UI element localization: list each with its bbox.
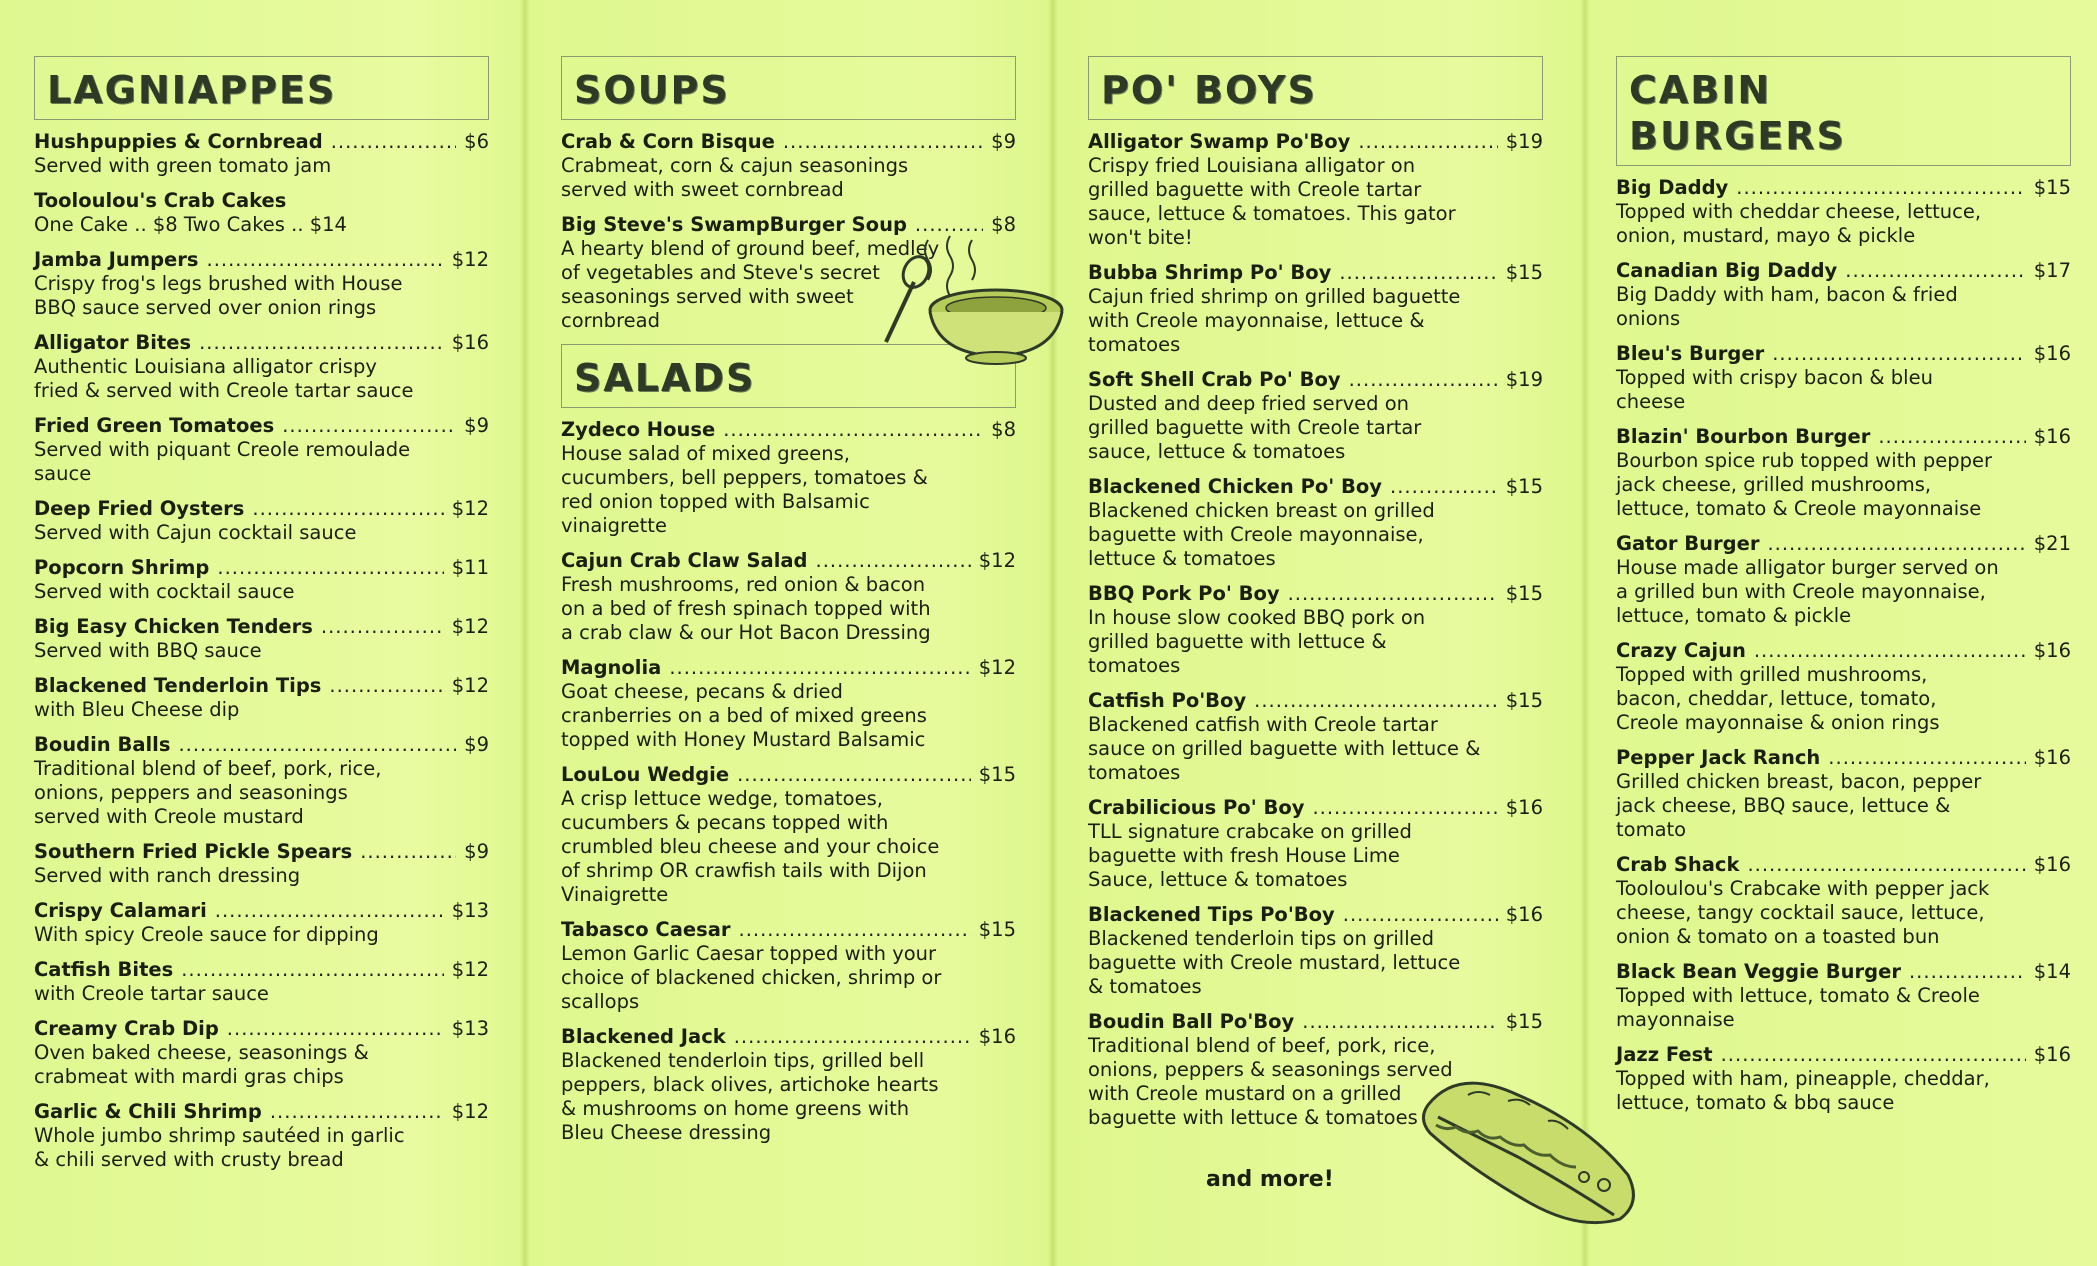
- menu-item-description: Blackened tenderloin tips, grilled bell peppers, black olives, artichoke hearts & mushrooms on home greens with Bleu Cheese dressing: [561, 1049, 939, 1144]
- menu-item-header: [1616, 176, 2071, 200]
- dot-leader: [1721, 1043, 2026, 1067]
- menu-item-description: Blackened chicken breast on grilled baguette with Creole mayonnaise, lettuce & tomatoes: [1088, 499, 1435, 570]
- menu-item-name: Magnolia: [561, 656, 662, 679]
- menu-item-price: $19: [1505, 130, 1543, 153]
- menu-item-price: $13: [451, 1017, 489, 1040]
- menu-item-description: Topped with cheddar cheese, lettuce, onion, mustard, mayo & pickle: [1616, 200, 1982, 247]
- menu-item-price: $15: [978, 763, 1016, 786]
- menu-item-name: Bleu's Burger: [1616, 342, 1765, 365]
- menu-item-header: [1088, 475, 1543, 499]
- menu-item-header: [34, 414, 489, 438]
- menu-item-price: $8: [991, 418, 1016, 441]
- dot-leader: [1339, 261, 1497, 285]
- menu-item-bubba-shrimp-po-boy: [1088, 261, 1543, 357]
- menu-item-big-easy-chicken-tenders: [34, 615, 489, 663]
- menu-item-description: Dusted and deep fried served on grilled baguette with Creole tartar sauce, lettuce & tomatoes: [1088, 392, 1422, 463]
- dot-leader: [1772, 342, 2026, 366]
- menu-item-description: Grilled chicken breast, bacon, pepper jack cheese, BBQ sauce, lettuce & tomato: [1616, 770, 1982, 841]
- dot-leader: [207, 248, 444, 272]
- menu-item-description: Authentic Louisiana alligator crispy fried & served with Creole tartar sauce: [34, 355, 414, 402]
- menu-item-description: Served with BBQ sauce: [34, 639, 262, 662]
- menu-item-name: Blackened Jack: [561, 1025, 726, 1048]
- dot-leader: [1390, 475, 1498, 499]
- dot-leader: [181, 958, 444, 982]
- menu-item-crab-shack: [1616, 853, 2071, 949]
- menu-item-name: Creamy Crab Dip: [34, 1017, 219, 1040]
- menu-item-canadian-big-daddy: [1616, 259, 2071, 331]
- section-header-cabin-burgers: CABIN BURGERS: [1616, 56, 2071, 166]
- menu-item-name: Pepper Jack Ranch: [1616, 746, 1821, 769]
- menu-item-magnolia: [561, 656, 1016, 752]
- menu-item-name: Soft Shell Crab Po' Boy: [1088, 368, 1341, 391]
- item-list: [561, 418, 1016, 1145]
- menu-item-name: Boudin Balls: [34, 733, 171, 756]
- menu-item-price: $19: [1505, 368, 1543, 391]
- menu-item-name: Zydeco House: [561, 418, 716, 441]
- menu-item-header: [34, 130, 489, 154]
- sandwich-icon: [1408, 1065, 1648, 1235]
- menu-item-description: Oven baked cheese, seasonings & crabmeat with mardi gras chips: [34, 1041, 369, 1088]
- menu-item-description: Served with ranch dressing: [34, 864, 301, 887]
- menu-item-description: Topped with crispy bacon & bleu cheese: [1616, 366, 1933, 413]
- menu-item-description: Tooloulou's Crabcake with pepper jack cheese, tangy cocktail sauce, lettuce, onion & tomato on a toasted bun: [1616, 877, 1990, 948]
- menu-item-name: Cajun Crab Claw Salad: [561, 549, 808, 572]
- menu-item-name: Big Easy Chicken Tenders: [34, 615, 313, 638]
- menu-item-name: Alligator Bites: [34, 331, 192, 354]
- menu-item-creamy-crab-dip: [34, 1017, 489, 1089]
- item-list: [1088, 130, 1543, 1130]
- dot-leader: [737, 763, 971, 787]
- menu-item-price: $15: [2033, 176, 2071, 199]
- menu-item-description: with Creole tartar sauce: [34, 982, 269, 1005]
- dot-leader: [1845, 259, 2026, 283]
- dot-leader: [734, 1025, 971, 1049]
- menu-item-name: Blackened Tips Po'Boy: [1088, 903, 1335, 926]
- and-more-text: and more!: [1206, 1167, 1334, 1192]
- menu-item-price: $16: [2033, 342, 2071, 365]
- dot-leader: [217, 556, 443, 580]
- menu-item-name: Crispy Calamari: [34, 899, 207, 922]
- menu-item-description: Crispy frog's legs brushed with House BBQ sauce served over onion rings: [34, 272, 403, 319]
- menu-item-description: Bourbon spice rub topped with pepper jack cheese, grilled mushrooms, lettuce, tomato & Creole mayonnaise: [1616, 449, 1992, 520]
- menu-item-header: [1616, 639, 2071, 663]
- menu-item-header: [1088, 261, 1543, 285]
- menu-item-header: [34, 556, 489, 580]
- menu-item-price: $15: [1505, 582, 1543, 605]
- dot-leader: [1343, 903, 1498, 927]
- dot-leader: [1312, 796, 1497, 820]
- section-header-lagniappes: LAGNIAPPES: [34, 56, 489, 120]
- menu-item-description: House made alligator burger served on a grilled bun with Creole mayonnaise, lettuce, tomato & pickle: [1616, 556, 1999, 627]
- menu-item-description: Whole jumbo shrimp sautéed in garlic & chili served with crusty bread: [34, 1124, 405, 1171]
- menu-item-name: Fried Green Tomatoes: [34, 414, 275, 437]
- menu-item-price: $9: [464, 840, 489, 863]
- menu-item-blazin-bourbon-burger: [1616, 425, 2071, 521]
- dot-leader: [1909, 960, 2026, 984]
- menu-item-crabilicious-po-boy: [1088, 796, 1543, 892]
- menu-item-name: Jazz Fest: [1616, 1043, 1713, 1066]
- menu-item-price: $16: [2033, 425, 2071, 448]
- menu-item-name: Alligator Swamp Po'Boy: [1088, 130, 1351, 153]
- menu-item-name: Canadian Big Daddy: [1616, 259, 1838, 282]
- menu-item-price: $12: [451, 248, 489, 271]
- menu-item-deep-fried-oysters: [34, 497, 489, 545]
- menu-item-header: [1616, 532, 2071, 556]
- menu-item-bbq-pork-po-boy: [1088, 582, 1543, 678]
- menu-item-loulou-wedgie: [561, 763, 1016, 907]
- section-header-po-boys: PO' BOYS: [1088, 56, 1543, 120]
- menu-item-header: [1616, 960, 2071, 984]
- menu-item-price: $16: [1505, 903, 1543, 926]
- soup-bowl-icon: [866, 232, 1066, 372]
- menu-item-jazz-fest: [1616, 1043, 2071, 1115]
- menu-item-description: House salad of mixed greens, cucumbers, bell peppers, tomatoes & red onion topped with Balsamic vinaigrette: [561, 442, 928, 537]
- menu-item-header: [1088, 368, 1543, 392]
- menu-item-name: Hushpuppies & Cornbread: [34, 130, 323, 153]
- menu-item-hushpuppies-cornbread: [34, 130, 489, 178]
- menu-item-big-daddy: [1616, 176, 2071, 248]
- panel-fold: [520, 0, 530, 1266]
- dot-leader: [669, 656, 970, 680]
- dot-leader: [199, 331, 444, 355]
- menu-item-description: Traditional blend of beef, pork, rice, onions, peppers & seasonings served with Creole mustard on a grilled baguette with lettuce & tomatoes: [1088, 1034, 1453, 1129]
- dot-leader: [252, 497, 443, 521]
- dot-leader: [1302, 1010, 1498, 1034]
- menu-item-header: [561, 763, 1016, 787]
- menu-item-header: [34, 958, 489, 982]
- menu-item-header: [561, 549, 1016, 573]
- menu-item-price: $15: [1505, 475, 1543, 498]
- menu-item-description: Served with cocktail sauce: [34, 580, 295, 603]
- menu-item-price: $17: [2033, 259, 2071, 282]
- menu-item-blackened-tenderloin-tips: [34, 674, 489, 722]
- dot-leader: [360, 840, 456, 864]
- menu-item-popcorn-shrimp: [34, 556, 489, 604]
- menu-item-name: BBQ Pork Po' Boy: [1088, 582, 1280, 605]
- menu-item-crispy-calamari: [34, 899, 489, 947]
- menu-item-southern-fried-pickle-spears: [34, 840, 489, 888]
- menu-item-price: $8: [991, 213, 1016, 236]
- menu-item-boudin-balls: [34, 733, 489, 829]
- menu-item-description: Topped with grilled mushrooms, bacon, cheddar, lettuce, tomato, Creole mayonnaise & onion rings: [1616, 663, 1940, 734]
- menu-item-blackened-chicken-po-boy: [1088, 475, 1543, 571]
- menu-item-name: Boudin Ball Po'Boy: [1088, 1010, 1295, 1033]
- menu-item-price: $9: [464, 733, 489, 756]
- item-list: [34, 130, 489, 1172]
- menu-item-header: [34, 1017, 489, 1041]
- menu-item-pepper-jack-ranch: [1616, 746, 2071, 842]
- menu-item-header: [1088, 130, 1543, 154]
- menu-item-zydeco-house: [561, 418, 1016, 538]
- menu-item-price: $16: [978, 1025, 1016, 1048]
- menu-item-price: $15: [1505, 689, 1543, 712]
- menu-item-header: [34, 840, 489, 864]
- menu-item-description: Served with green tomato jam: [34, 154, 332, 177]
- menu-item-header: [1616, 746, 2071, 770]
- menu-item-price: $12: [451, 497, 489, 520]
- menu-item-price: $15: [978, 918, 1016, 941]
- section-header-soups: SOUPS: [561, 56, 1016, 120]
- menu-item-header: [34, 615, 489, 639]
- menu-item-description: One Cake .. $8 Two Cakes .. $14: [34, 213, 347, 236]
- menu-item-name: Gator Burger: [1616, 532, 1760, 555]
- menu-item-price: $6: [464, 130, 489, 153]
- menu-item-description: Big Daddy with ham, bacon & fried onions: [1616, 283, 1958, 330]
- menu-item-description: Lemon Garlic Caesar topped with your choice of blackened chicken, shrimp or scallops: [561, 942, 942, 1013]
- menu-item-header: [561, 418, 1016, 442]
- menu-item-price: $12: [451, 615, 489, 638]
- panel-fold: [1048, 0, 1058, 1266]
- menu-item-header: [1616, 853, 2071, 877]
- menu-item-header: [1088, 582, 1543, 606]
- menu-item-name: Blackened Tenderloin Tips: [34, 674, 322, 697]
- dot-leader: [1736, 176, 2025, 200]
- menu-item-header: [34, 248, 489, 272]
- menu-item-price: $15: [1505, 261, 1543, 284]
- menu-item-description: with Bleu Cheese dip: [34, 698, 240, 721]
- menu-item-name: Crazy Cajun: [1616, 639, 1746, 662]
- menu-item-price: $9: [464, 414, 489, 437]
- menu-item-header: [1616, 1043, 2071, 1067]
- menu-item-price: $12: [451, 958, 489, 981]
- dot-leader: [816, 549, 971, 573]
- menu-item-price: $16: [451, 331, 489, 354]
- dot-leader: [321, 615, 444, 639]
- menu-item-description: Served with Cajun cocktail sauce: [34, 521, 357, 544]
- column-lagniappes: [34, 56, 489, 1183]
- dot-leader: [1878, 425, 2025, 449]
- menu-item-cajun-crab-claw-salad: [561, 549, 1016, 645]
- menu-item-price: $12: [978, 549, 1016, 572]
- menu-item-price: $16: [2033, 1043, 2071, 1066]
- menu-item-price: $11: [451, 556, 489, 579]
- menu-item-description: Traditional blend of beef, pork, rice, onions, peppers and seasonings served with Creole mustard: [34, 757, 382, 828]
- menu-item-description: Goat cheese, pecans & dried cranberries on a bed of mixed greens topped with Honey Mustard Balsamic: [561, 680, 927, 751]
- menu-item-price: $9: [991, 130, 1016, 153]
- column-po-boys: [1088, 56, 1543, 1141]
- menu-item-header: [34, 733, 489, 757]
- menu-item-price: $15: [1505, 1010, 1543, 1033]
- dot-leader: [783, 130, 983, 154]
- menu-item-price: $12: [451, 1100, 489, 1123]
- section-header-salads: SALADS: [561, 344, 1016, 408]
- menu-item-name: Big Daddy: [1616, 176, 1729, 199]
- menu-item-name: Bubba Shrimp Po' Boy: [1088, 261, 1332, 284]
- menu-item-description: Served with piquant Creole remoulade sauce: [34, 438, 411, 485]
- menu-item-name: LouLou Wedgie: [561, 763, 730, 786]
- menu-item-price: $13: [451, 899, 489, 922]
- menu-item-header: [1088, 796, 1543, 820]
- menu-item-description: Fresh mushrooms, red onion & bacon on a bed of fresh spinach topped with a crab claw & our Hot Bacon Dressing: [561, 573, 931, 644]
- menu-item-description: Crispy fried Louisiana alligator on grilled baguette with Creole tartar sauce, lettuce & tomatoes. This gator won't bite!: [1088, 154, 1456, 249]
- menu-item-name: Jamba Jumpers: [34, 248, 199, 271]
- dot-leader: [1358, 130, 1497, 154]
- menu-item-description: Topped with lettuce, tomato & Creole mayonnaise: [1616, 984, 1980, 1031]
- menu-item-price: $16: [2033, 746, 2071, 769]
- menu-item-description: TLL signature crabcake on grilled baguette with fresh House Lime Sauce, lettuce & tomatoes: [1088, 820, 1412, 891]
- menu-item-description: Blackened tenderloin tips on grilled baguette with Creole mustard, lettuce & tomatoes: [1088, 927, 1461, 998]
- menu-item-soft-shell-crab-po-boy: [1088, 368, 1543, 464]
- menu-item-crazy-cajun: [1616, 639, 2071, 735]
- menu-item-header: [34, 189, 489, 213]
- dot-leader: [282, 414, 456, 438]
- dot-leader: [270, 1100, 444, 1124]
- menu-item-header: [1616, 342, 2071, 366]
- menu-item-black-bean-veggie-burger: [1616, 960, 2071, 1032]
- menu-item-blackened-tips-po-boy: [1088, 903, 1543, 999]
- menu-item-tabasco-caesar: [561, 918, 1016, 1014]
- menu-item-alligator-bites: [34, 331, 489, 403]
- dot-leader: [739, 918, 971, 942]
- menu-item-description: Blackened catfish with Creole tartar sauce on grilled baguette with lettuce & tomatoes: [1088, 713, 1481, 784]
- menu-item-header: [561, 130, 1016, 154]
- menu-item-price: $16: [2033, 853, 2071, 876]
- dot-leader: [1254, 689, 1498, 713]
- menu-item-tooloulou-s-crab-cakes: [34, 189, 489, 237]
- menu-item-price: $21: [2033, 532, 2071, 555]
- menu-item-crab-corn-bisque: [561, 130, 1016, 202]
- menu-item-fried-green-tomatoes: [34, 414, 489, 486]
- item-list: [1616, 176, 2071, 1115]
- column-soups-salads: [561, 56, 1016, 1156]
- menu-item-header: [34, 674, 489, 698]
- menu-item-header: [561, 918, 1016, 942]
- menu-item-header: [1616, 425, 2071, 449]
- menu-item-header: [1088, 689, 1543, 713]
- menu-item-name: Popcorn Shrimp: [34, 556, 210, 579]
- menu-item-header: [1088, 903, 1543, 927]
- dot-leader: [723, 418, 983, 442]
- menu-item-description: In house slow cooked BBQ pork on grilled baguette with lettuce & tomatoes: [1088, 606, 1426, 677]
- menu-item-header: [34, 1100, 489, 1124]
- menu-item-description: A crisp lettuce wedge, tomatoes, cucumbers & pecans topped with crumbled bleu cheese and your choice of shrimp OR crawfish tails with Dijon Vinaigrette: [561, 787, 940, 906]
- menu-item-name: Crabilicious Po' Boy: [1088, 796, 1305, 819]
- menu-item-description: A hearty blend of ground beef, medley of vegetables and Steve's secret seasonings served with sweet cornbread: [561, 237, 940, 332]
- menu-item-name: Catfish Bites: [34, 958, 174, 981]
- menu-item-bleu-s-burger: [1616, 342, 2071, 414]
- menu-item-name: Crab & Corn Bisque: [561, 130, 775, 153]
- menu-item-catfish-bites: [34, 958, 489, 1006]
- menu-item-price: $16: [2033, 639, 2071, 662]
- menu-item-price: $14: [2033, 960, 2071, 983]
- column-cabin-burgers: [1616, 56, 2071, 1126]
- menu-item-name: Catfish Po'Boy: [1088, 689, 1247, 712]
- dot-leader: [1754, 639, 2026, 663]
- menu-item-price: $12: [451, 674, 489, 697]
- menu-item-description: With spicy Creole sauce for dipping: [34, 923, 379, 946]
- menu-item-name: Deep Fried Oysters: [34, 497, 245, 520]
- menu-item-jamba-jumpers: [34, 248, 489, 320]
- menu-item-name: Tabasco Caesar: [561, 918, 731, 941]
- menu-item-blackened-jack: [561, 1025, 1016, 1145]
- menu-item-description: Topped with ham, pineapple, cheddar, lettuce, tomato & bbq sauce: [1616, 1067, 1990, 1114]
- menu-item-header: [1616, 259, 2071, 283]
- menu-item-header: [561, 656, 1016, 680]
- dot-leader: [331, 130, 456, 154]
- menu-item-name: Tooloulou's Crab Cakes: [34, 189, 287, 212]
- menu-item-name: Crab Shack: [1616, 853, 1740, 876]
- menu-item-header: [34, 899, 489, 923]
- menu-item-header: [561, 1025, 1016, 1049]
- dot-leader: [215, 899, 444, 923]
- menu-item-header: [34, 497, 489, 521]
- menu-item-header: [34, 331, 489, 355]
- menu-item-name: Big Steve's SwampBurger Soup: [561, 213, 907, 236]
- menu-item-garlic-chili-shrimp: [34, 1100, 489, 1172]
- menu-item-gator-burger: [1616, 532, 2071, 628]
- menu-item-alligator-swamp-po-boy: [1088, 130, 1543, 250]
- dot-leader: [178, 733, 456, 757]
- dot-leader: [1288, 582, 1498, 606]
- dot-leader: [1828, 746, 2025, 770]
- menu-item-name: Blazin' Bourbon Burger: [1616, 425, 1871, 448]
- dot-leader: [1767, 532, 2025, 556]
- menu-item-description: Crabmeat, corn & cajun seasonings served with sweet cornbread: [561, 154, 909, 201]
- menu-item-name: Southern Fried Pickle Spears: [34, 840, 353, 863]
- menu-item-header: [1088, 1010, 1543, 1034]
- menu-item-name: Black Bean Veggie Burger: [1616, 960, 1901, 983]
- menu-item-catfish-po-boy: [1088, 689, 1543, 785]
- dot-leader: [227, 1017, 444, 1041]
- menu-item-name: Garlic & Chili Shrimp: [34, 1100, 262, 1123]
- menu-item-price: $12: [978, 656, 1016, 679]
- dot-leader: [1747, 853, 2025, 877]
- dot-leader: [1349, 368, 1498, 392]
- menu-item-description: Cajun fried shrimp on grilled baguette with Creole mayonnaise, lettuce & tomatoes: [1088, 285, 1461, 356]
- menu-item-price: $16: [1505, 796, 1543, 819]
- dot-leader: [329, 674, 443, 698]
- menu-item-name: Blackened Chicken Po' Boy: [1088, 475, 1382, 498]
